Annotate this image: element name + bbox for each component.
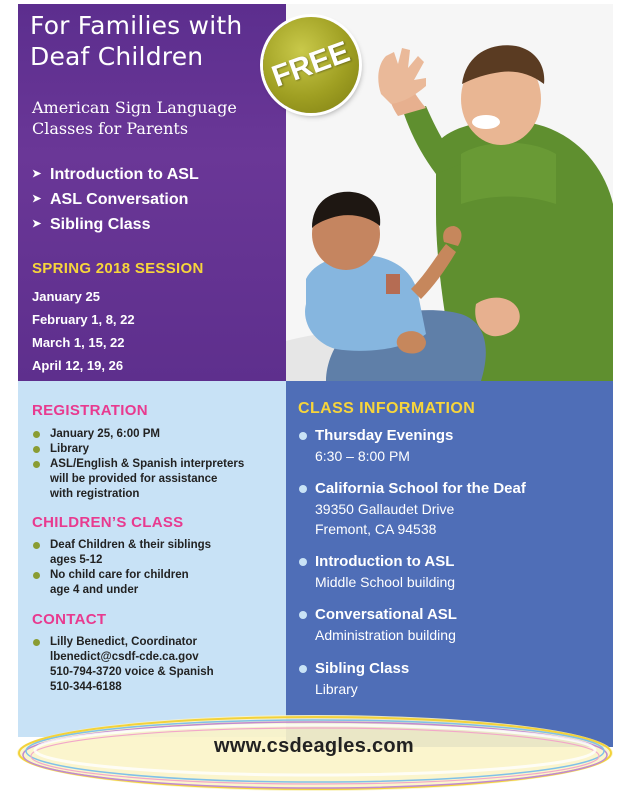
title-line-1: For Families with: [30, 11, 243, 40]
contact-heading: CONTACT: [32, 611, 107, 628]
arrow-bullet-icon: ➤: [32, 193, 42, 205]
arrow-bullet-icon: ➤: [32, 168, 42, 180]
list-item: No child care for children age 4 and under: [32, 568, 282, 598]
dot-bullet-icon: [33, 542, 40, 549]
contact-phone-2: 510-344-6188: [50, 681, 122, 693]
dot-bullet-icon: [33, 446, 40, 453]
purple-header-panel: [18, 4, 286, 381]
childrens-class-list: [32, 538, 282, 598]
contact-email: lbenedict@csdf-cde.ca.gov: [50, 651, 199, 663]
dot-bullet-icon: [33, 572, 40, 579]
course-label: Sibling Class: [50, 216, 151, 233]
session-heading: SPRING 2018 SESSION: [32, 260, 204, 277]
list-item: January 25, 6:00 PM: [32, 427, 282, 442]
dot-bullet-icon: [299, 611, 307, 619]
course-list: [32, 162, 199, 237]
class-info-item: California School for the Deaf 39350 Gallaudet Drive Fremont, CA 94538: [298, 479, 598, 539]
course-item: [32, 162, 199, 187]
childrens-class-heading: CHILDREN’S CLASS: [32, 514, 184, 531]
contact-name: Lilly Benedict, Coordinator: [50, 636, 197, 648]
subtitle-line-2: Classes for Parents: [32, 119, 189, 138]
session-date: January 25: [32, 289, 100, 304]
class-info-item: Introduction to ASL Middle School building: [298, 552, 598, 592]
class-info-item: Thursday Evenings 6:30 – 8:00 PM: [298, 426, 598, 466]
course-item: [32, 212, 199, 237]
details-panel: [18, 381, 286, 737]
list-item: Library: [32, 442, 282, 457]
registration-list: [32, 427, 282, 502]
free-badge-label: FREE: [267, 35, 355, 94]
session-date: March 1, 15, 22: [32, 335, 125, 350]
dot-bullet-icon: [33, 431, 40, 438]
dot-bullet-icon: [299, 665, 307, 673]
subtitle: [32, 97, 282, 139]
course-label: Introduction to ASL: [50, 166, 199, 183]
dot-bullet-icon: [299, 558, 307, 566]
class-information-heading: CLASS INFORMATION: [298, 400, 476, 417]
registration-heading: REGISTRATION: [32, 402, 148, 419]
session-date: April 12, 19, 26: [32, 358, 124, 373]
subtitle-line-1: American Sign Language: [32, 98, 237, 117]
course-label: ASL Conversation: [50, 191, 189, 208]
free-badge: [263, 17, 359, 113]
course-item: [32, 187, 199, 212]
dot-bullet-icon: [299, 432, 307, 440]
title-line-2: Deaf Children: [30, 42, 204, 71]
dot-bullet-icon: [33, 461, 40, 468]
contact-phone: 510-794-3720 voice & Spanish: [50, 666, 214, 678]
class-information-panel: [286, 381, 613, 747]
session-date: February 1, 8, 22: [32, 312, 135, 327]
dot-bullet-icon: [33, 639, 40, 646]
class-info-item: Sibling Class Library: [298, 659, 598, 699]
list-item: ASL/English & Spanish interpreters will be provided for assistance with registration: [32, 457, 282, 502]
list-item: Deaf Children & their siblings ages 5-12: [32, 538, 282, 568]
list-item: [32, 635, 282, 695]
arrow-bullet-icon: ➤: [32, 218, 42, 230]
class-info-item: Conversational ASL Administration building: [298, 605, 598, 645]
session-dates: [32, 285, 135, 377]
contact-list: [32, 635, 282, 695]
dot-bullet-icon: [299, 485, 307, 493]
website-url: www.csdeagles.com: [214, 735, 414, 757]
